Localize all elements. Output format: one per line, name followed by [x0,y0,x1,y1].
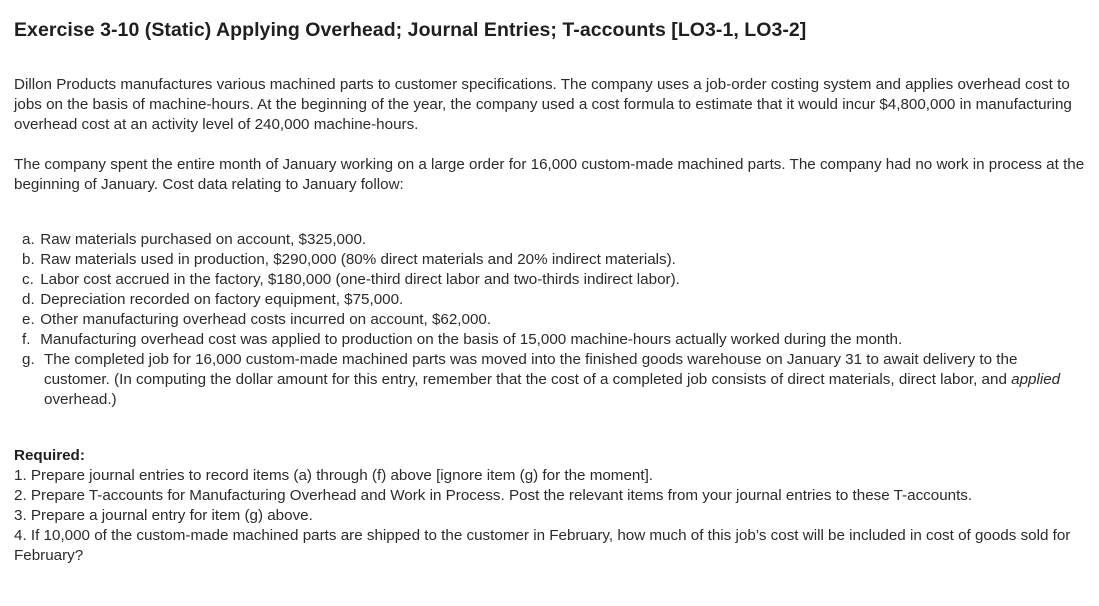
january-paragraph: The company spent the entire month of January working on a large order for 16,000 custom-made machined parts. The company had no work in process at the beginning of January. Cost data relating to January follow: [14,156,1085,193]
required-list [14,466,1085,566]
required-item: 3. Prepare a journal entry for item (g) above. [14,507,313,524]
cost-data-list [14,230,1085,410]
list-item [22,270,1085,290]
required-item: 2. Prepare T-accounts for Manufacturing Overhead and Work in Process. Post the relevant items from your journal entries to these T-accounts. [14,487,973,504]
list-item [22,310,1085,330]
item-text: Raw materials used in production, $290,000 (80% direct materials and 20% indirect materials). [40,251,676,268]
item-letter: f. [22,331,31,348]
list-item [22,290,1085,310]
item-text-before: The completed job for 16,000 custom-made machined parts was moved into the finished goods warehouse on January 31 to await delivery to the customer. (In computing the dollar amount for this entry, remember that the cost of a completed job consists of direct materials, direct labor, and [44,351,1018,388]
list-item [22,350,1085,410]
intro-paragraph: Dillon Products manufactures various machined parts to customer specifications. The company uses a job-order costing system and applies overhead cost to jobs on the basis of machine-hours. At the beginning of the year, the company used a cost formula to estimate that it would incur $4,800,000 in manufacturing overhead cost at an activity level of 240,000 machine-hours. [14,76,1072,133]
required-heading: Required: [14,447,85,464]
item-letter: b. [22,251,35,268]
item-text: Labor cost accrued in the factory, $180,000 (one-third direct labor and two-thirds indirect labor). [40,271,680,288]
list-item [22,330,1085,350]
item-letter: d. [22,291,35,308]
list-item [22,230,1085,250]
item-letter: e. [22,311,35,328]
item-letter: a. [22,231,35,248]
item-text: Depreciation recorded on factory equipment, $75,000. [40,291,404,308]
item-letter: c. [22,271,34,288]
list-item [22,250,1085,270]
required-item: 1. Prepare journal entries to record items (a) through (f) above [ignore item (g) for the moment]. [14,467,654,484]
item-text: Raw materials purchased on account, $325,000. [40,231,367,248]
required-item: 4. If 10,000 of the custom-made machined parts are shipped to the customer in February, how much of this job’s cost will be included in cost of goods sold for February? [14,527,1071,564]
item-text-italic: applied [1011,371,1061,388]
item-letter: g. [22,351,35,368]
item-text: Manufacturing overhead cost was applied to production on the basis of 15,000 machine-hours actually worked during the month. [40,331,903,348]
item-text-after: overhead.) [44,391,117,408]
item-text: Other manufacturing overhead costs incurred on account, $62,000. [40,311,492,328]
exercise-title: Exercise 3-10 (Static) Applying Overhead; Journal Entries; T-accounts [LO3-1, LO3-2] [14,19,807,41]
